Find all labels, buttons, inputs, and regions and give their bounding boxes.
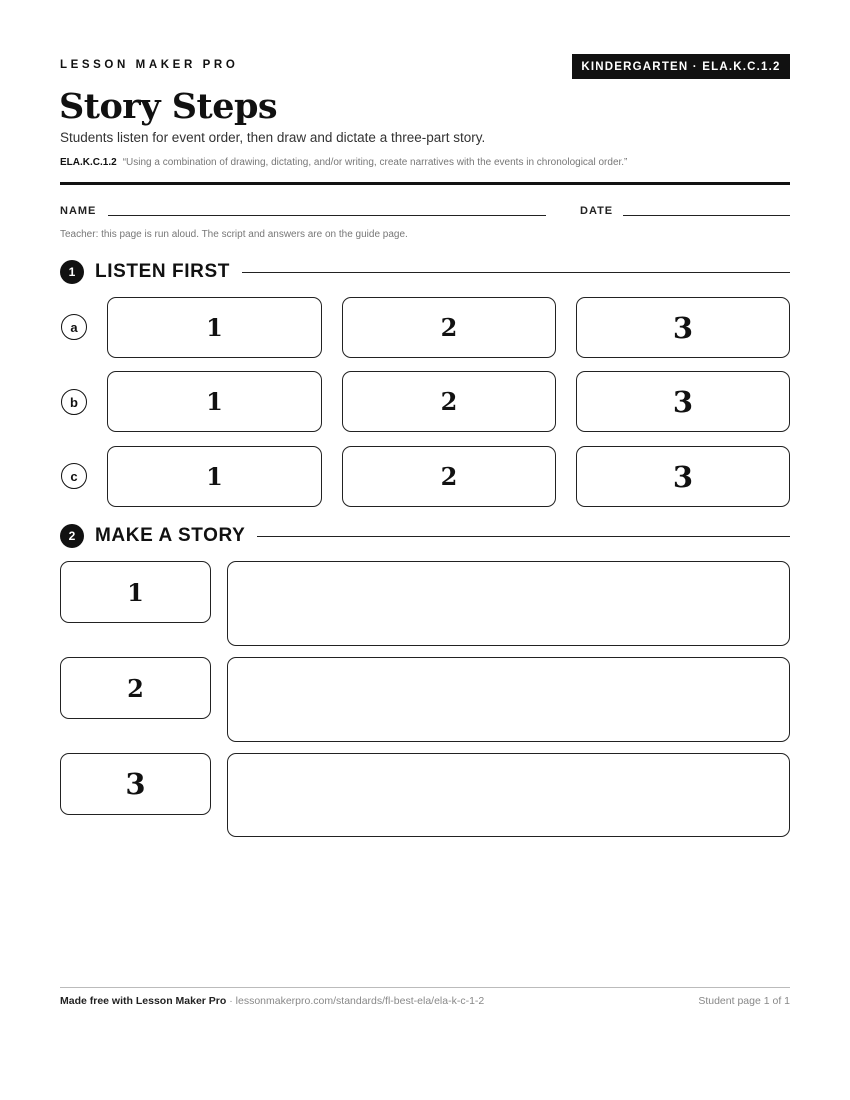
story-drawing-area[interactable] xyxy=(227,753,790,837)
name-label: NAME xyxy=(60,205,97,217)
story-step-number: 1 xyxy=(60,561,211,623)
row-letter-a: a xyxy=(61,314,87,340)
row-letter-c: c xyxy=(61,463,87,489)
story-step-number: 2 xyxy=(60,657,211,719)
header-divider xyxy=(60,182,790,185)
sequence-box[interactable]: 1 xyxy=(107,297,322,358)
worksheet-subtitle: Students listen for event order, then draw and dictate a three-part story. xyxy=(60,130,486,145)
footer-made-with: Made free with Lesson Maker Pro xyxy=(60,995,227,1007)
sequence-box[interactable]: 3 xyxy=(576,371,790,432)
date-label: DATE xyxy=(580,205,614,217)
footer-separator: · xyxy=(226,995,236,1007)
sequence-box[interactable]: 3 xyxy=(576,297,790,358)
section-number-badge: 2 xyxy=(60,524,84,548)
story-drawing-area[interactable] xyxy=(227,561,790,646)
teacher-note: Teacher: this page is run aloud. The script and answers are on the guide page. xyxy=(60,229,408,240)
section-listen-first-header xyxy=(60,260,790,284)
grade-badge: KINDERGARTEN · ELA.K.C.1.2 xyxy=(572,54,790,79)
sequence-box[interactable]: 2 xyxy=(342,297,556,358)
sequence-box[interactable]: 2 xyxy=(342,371,556,432)
date-field[interactable] xyxy=(623,215,790,216)
sequence-box[interactable]: 1 xyxy=(107,446,322,507)
story-step-number: 3 xyxy=(60,753,211,815)
footer-url[interactable]: lessonmakerpro.com/standards/fl-best-ela/ela-k-c-1-2 xyxy=(235,995,485,1007)
worksheet-title: Story Steps xyxy=(59,86,278,127)
footer-divider xyxy=(60,987,790,988)
brand-name: LESSON MAKER PRO xyxy=(60,59,239,71)
section-rule xyxy=(257,536,790,537)
name-field[interactable] xyxy=(108,215,546,216)
section-make-a-story-header xyxy=(60,524,790,548)
section-rule xyxy=(242,272,790,273)
footer-credit xyxy=(60,995,484,1007)
story-drawing-area[interactable] xyxy=(227,657,790,742)
standard-text: “Using a combination of drawing, dictating, and/or writing, create narratives with the events in chronological order.” xyxy=(122,157,628,168)
sequence-box[interactable]: 3 xyxy=(576,446,790,507)
footer-page-number: Student page 1 of 1 xyxy=(698,995,790,1007)
section-number-badge: 1 xyxy=(60,260,84,284)
row-letter-b: b xyxy=(61,389,87,415)
standard-code: ELA.K.C.1.2 xyxy=(60,157,117,168)
sequence-box[interactable]: 2 xyxy=(342,446,556,507)
standard-line xyxy=(60,157,627,168)
section-title: LISTEN FIRST xyxy=(95,261,230,282)
sequence-box[interactable]: 1 xyxy=(107,371,322,432)
section-title: MAKE A STORY xyxy=(95,525,246,546)
